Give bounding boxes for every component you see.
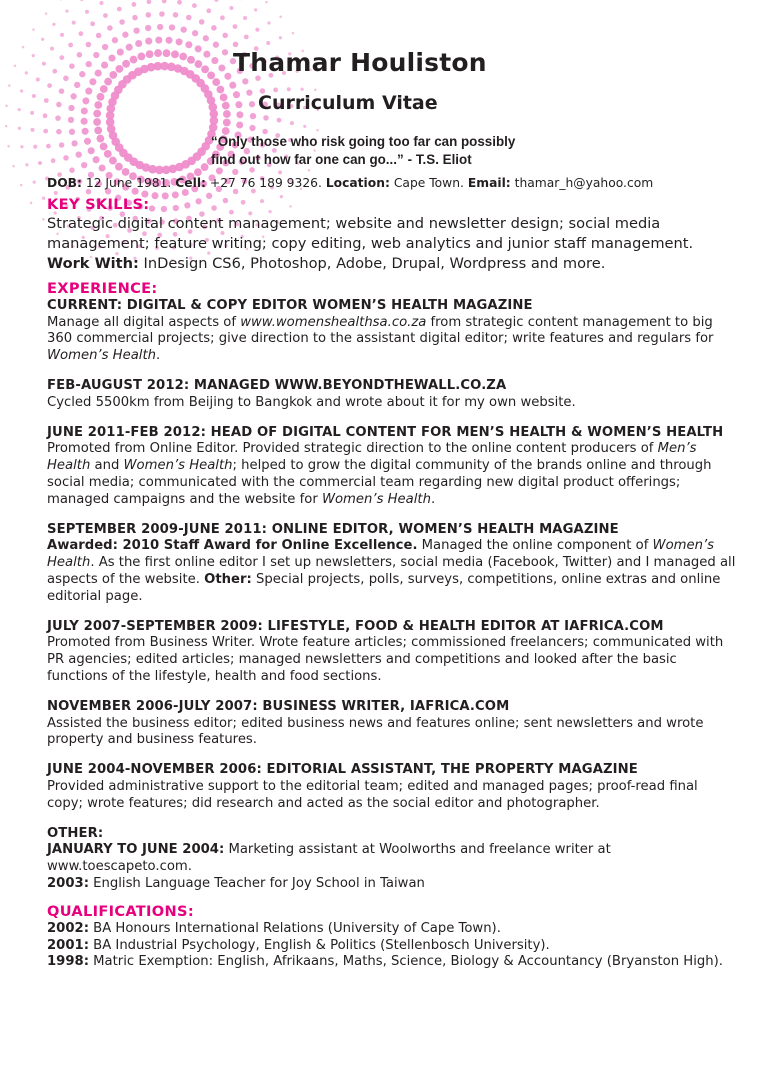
decoration-dot (145, 38, 152, 45)
decoration-dot (229, 6, 233, 10)
decoration-dot (84, 138, 91, 145)
decoration-dot (46, 144, 51, 149)
quote-line-1: “Only those who risk going too far can possibly (211, 134, 516, 149)
decoration-dot (146, 12, 152, 18)
decoration-dot (165, 37, 172, 44)
decoration-dot (222, 102, 230, 110)
decoration-dot (68, 43, 73, 48)
decoration-dot (195, 45, 202, 52)
job-description: Promoted from Business Writer. Wrote feature articles; commissioned freelancers; communicated with PR agencies; edited articles; managed newsletters and competitions and looked after the basic functions of the lifestyle, health and food sections. (47, 635, 724, 684)
decoration-dot (212, 78, 220, 86)
decoration-dot (107, 25, 113, 31)
decoration-dot (279, 16, 282, 19)
decoration-dot (250, 113, 256, 119)
job-title: FEB-AUGUST 2012: MANAGED WWW.BEYONDTHEWALL.CO.ZA (47, 377, 507, 393)
decoration-dot (50, 47, 54, 51)
decoration-dot (244, 35, 249, 40)
decoration-dot (203, 35, 209, 41)
cell-value: +27 76 189 9326. (209, 176, 322, 190)
decoration-dot (203, 51, 210, 58)
decoration-dot (117, 49, 124, 56)
decoration-dot (76, 151, 82, 157)
decoration-dot (147, 0, 152, 4)
decoration-dot (20, 184, 23, 187)
decoration-dot (109, 71, 117, 79)
decoration-dot (133, 27, 139, 33)
decoration-dot (117, 7, 122, 12)
cv-body (47, 175, 737, 971)
decoration-dot (211, 57, 218, 64)
decoration-dot (249, 101, 255, 107)
decoration-dot (5, 125, 8, 128)
job-title: NOVEMBER 2006-JULY 2007: BUSINESS WRITER, IAFRICA.COM (47, 698, 510, 714)
decoration-dot (220, 93, 228, 101)
decoration-dot (211, 25, 217, 31)
decoration-dot (68, 117, 74, 123)
decoration-dot (82, 97, 89, 104)
decoration-dot (52, 23, 55, 26)
decoration-dot (20, 145, 23, 148)
decoration-dot (246, 89, 252, 95)
decoration-dot (22, 46, 25, 49)
job-description: Manage all digital aspects of www.womenshealthsa.co.za from strategic content management to big 360 commercial projects; give direction to the assistant digital editor; write features and regulars for Women’s Health. (47, 314, 714, 364)
decoration-dot (30, 111, 34, 115)
decoration-dot (213, 42, 219, 48)
decoration-dot (222, 33, 228, 39)
decoration-dot (68, 105, 74, 111)
decoration-dot (316, 129, 319, 132)
decoration-dot (265, 1, 268, 4)
decoration-dot (93, 118, 101, 126)
decoration-dot (51, 158, 56, 163)
decoration-dot (42, 62, 46, 66)
decoration-dot (47, 83, 52, 88)
job-title: SEPTEMBER 2009-JUNE 2011: ONLINE EDITOR, WOMEN’S HEALTH MAGAZINE (47, 521, 619, 537)
decoration-dot (233, 42, 239, 48)
decoration-dot (93, 156, 100, 163)
decoration-dot (88, 147, 95, 154)
decoration-dot (32, 28, 35, 31)
decoration-dot (194, 60, 202, 68)
decoration-dot (18, 127, 21, 130)
decoration-dot (43, 113, 48, 118)
decoration-dot (169, 24, 175, 30)
decoration-dot (81, 107, 88, 114)
decoration-dot (233, 24, 238, 29)
decoration-dot (42, 218, 45, 221)
decoration-dot (102, 44, 108, 50)
decoration-dot (79, 31, 84, 36)
decoration-dot (33, 180, 36, 183)
decoration-dot (94, 101, 102, 109)
decoration-dot (115, 163, 123, 171)
decoration-dot (96, 135, 104, 143)
job-entry (47, 619, 737, 686)
decoration-dot (30, 202, 33, 205)
decoration-dot (210, 110, 219, 119)
decoration-dot (263, 115, 269, 121)
decoration-dot (45, 12, 48, 15)
decoration-dot (20, 89, 23, 92)
decoration-dot (18, 108, 21, 111)
decoration-dot (146, 50, 154, 58)
decoration-dot (308, 169, 311, 172)
job-entry (47, 425, 737, 509)
decoration-dot (267, 21, 270, 24)
job-description: Cycled 5500km from Beijing to Bangkok and wrote about it for my own website. (47, 394, 576, 410)
decoration-dot (303, 125, 306, 128)
decoration-dot (104, 150, 112, 158)
decoration-dot (65, 9, 68, 12)
quote-line-2: find out how far one can go...” - T.S. Eliot (211, 152, 472, 167)
decoration-dot (86, 61, 92, 67)
decoration-dot (279, 36, 282, 39)
decoration-dot (41, 38, 44, 41)
job-title: JUNE 2011-FEB 2012: HEAD OF DIGITAL CONTENT FOR MEN’S HEALTH & WOMEN’S HEALTH (47, 424, 724, 440)
decoration-dot (171, 50, 179, 58)
job-description: Awarded: 2010 Staff Award for Online Excellence. Managed the online component of Women’s Health. As the first online editor I set up newsletters, social media (Facebook, Twitter) and I managed all aspects of the website. Other: Special projects, polls, surveys, competitions, online extras and online editorial page. (47, 538, 736, 604)
decoration-dot (214, 0, 218, 2)
decoration-dot (154, 49, 162, 57)
decoration-dot (119, 19, 125, 25)
decoration-dot (222, 49, 228, 55)
decoration-dot (59, 88, 65, 94)
decoration-dot (137, 52, 145, 60)
decoration-dot (220, 15, 225, 20)
decoration-dot (122, 32, 128, 38)
key-skills-heading: KEY SKILLS: (47, 195, 150, 213)
decoration-dot (177, 0, 182, 5)
decoration-dot (43, 129, 48, 134)
qualification-item: 2002: BA Honours International Relations (University of Cape Town). (47, 920, 501, 936)
decoration-dot (55, 115, 61, 121)
decoration-dot (74, 82, 80, 88)
decoration-dot (77, 52, 83, 58)
other-item: 2003: English Language Teacher for Joy School in Taiwan (47, 875, 425, 891)
decoration-dot (300, 88, 303, 91)
decoration-dot (90, 21, 95, 26)
decoration-dot (201, 163, 209, 171)
decoration-dot (36, 77, 40, 81)
decoration-dot (103, 13, 108, 18)
decoration-dot (236, 121, 243, 128)
decoration-dot (255, 28, 259, 32)
decoration-dot (5, 104, 8, 107)
decoration-dot (157, 24, 163, 30)
decoration-dot (192, 30, 198, 36)
decoration-dot (132, 15, 138, 21)
job-entry (47, 298, 737, 365)
dob-value: 12 June 1981. (85, 176, 172, 190)
job-title: JUNE 2004-NOVEMBER 2006: EDITORIAL ASSISTANT, THE PROPERTY MAGAZINE (47, 762, 638, 778)
contact-line: DOB: 12 June 1981. Cell: +27 76 189 9326. Location: Cape Town. Email: thamar_h@yahoo.com (47, 176, 654, 190)
decoration-dot (223, 110, 231, 118)
decoration-dot (115, 65, 123, 73)
decoration-dot (59, 142, 65, 148)
decoration-dot (85, 10, 89, 14)
decoration-dot (163, 49, 171, 57)
job-description: Promoted from Online Editor. Provided strategic direction to the online content producers of Men’s Health and Women’s Health; helped to grow the digital community of the brands online and through social media; communicated with the commercial team regarding new digital product offerings; managed campaigns and the website for Women’s Health. (47, 441, 712, 507)
decoration-dot (187, 56, 195, 64)
decoration-dot (42, 197, 45, 200)
decoration-dot (201, 65, 209, 73)
decoration-dot (89, 78, 96, 85)
decoration-dot (33, 145, 37, 149)
decoration-dot (277, 118, 282, 123)
decoration-dot (72, 21, 76, 25)
decoration-dot (93, 110, 101, 118)
quote-author: - T.S. Eliot (407, 152, 472, 167)
decoration-dot (44, 98, 49, 103)
decoration-dot (95, 70, 102, 77)
job-entry (47, 762, 737, 812)
decoration-dot (126, 44, 133, 51)
decoration-dot (179, 53, 187, 61)
decoration-dot (86, 42, 92, 48)
decoration-dot (81, 162, 87, 168)
decoration-dot (181, 26, 187, 32)
decoration-dot (81, 118, 88, 125)
decoration-dot (233, 91, 240, 98)
decoration-dot (63, 76, 69, 82)
decoration-dot (206, 8, 211, 13)
work-with-line: Work With: InDesign CS6, Photoshop, Adobe, Drupal, Wordpress and more. (47, 254, 606, 272)
decoration-dot (82, 128, 89, 135)
decoration-dot (176, 38, 183, 45)
decoration-dot (122, 60, 130, 68)
job-entry (47, 522, 737, 606)
decoration-dot (60, 33, 64, 37)
decoration-dot (69, 63, 75, 69)
decoration-dot (12, 165, 15, 168)
decoration-dot (70, 93, 76, 99)
decoration-dot (159, 11, 165, 17)
decoration-dot (30, 128, 34, 132)
other-item: JANUARY TO JUNE 2004: Marketing assistant at Woolworths and freelance writer at www.toescapeto.com. (47, 842, 611, 875)
decoration-dot (216, 86, 224, 94)
decoration-dot (80, 0, 83, 1)
job-title: JULY 2007-SEPTEMBER 2009: LIFESTYLE, FOOD & HEALTH EDITOR AT IAFRICA.COM (47, 618, 664, 634)
decoration-dot (236, 111, 243, 118)
decoration-dot (7, 145, 10, 148)
decoration-dot (93, 52, 99, 58)
decoration-dot (25, 71, 28, 74)
decoration-dot (266, 41, 270, 45)
decoration-dot (218, 64, 225, 71)
location-value: Cape Town. (393, 176, 464, 190)
decoration-dot (56, 129, 62, 135)
decoration-dot (79, 71, 85, 77)
decoration-dot (254, 8, 257, 11)
job-entry (47, 378, 737, 412)
other-heading: OTHER: (47, 825, 104, 841)
job-description: Assisted the business editor; edited business news and features online; sent newsletters and wrote property and business features. (47, 715, 704, 748)
decoration-dot (60, 0, 63, 1)
decoration-dot (192, 3, 197, 8)
decoration-dot (99, 1, 103, 5)
decoration-dot (223, 119, 231, 127)
decoration-dot (243, 16, 247, 20)
key-skills-text: Strategic digital content management; website and newsletter design; social media management; feature writing; copy editing, web analytics and junior staff management. (47, 214, 694, 252)
decoration-dot (314, 88, 317, 91)
decoration-dot (292, 32, 295, 35)
decoration-dot (135, 40, 142, 47)
decoration-dot (145, 25, 151, 31)
decoration-dot (290, 121, 294, 125)
decoration-dot (96, 33, 102, 39)
decoration-dot (155, 37, 162, 44)
decoration-dot (278, 170, 282, 174)
decoration-dot (100, 143, 108, 151)
decoration-dot (14, 65, 17, 68)
decoration-dot (162, 0, 167, 3)
decoration-dot (69, 129, 75, 135)
document-subtitle: Curriculum Vitae (258, 92, 438, 114)
job-title: CURRENT: DIGITAL & COPY EDITOR WOMEN’S HEALTH MAGAZINE (47, 297, 533, 313)
qualification-item: 1998: Matric Exemption: English, Afrikaans, Maths, Science, Biology & Accountancy (Bryanston High). (47, 954, 723, 970)
decoration-dot (99, 164, 106, 171)
decoration-dot (32, 94, 36, 98)
qualifications-heading: QUALIFICATIONS: (47, 902, 194, 920)
decoration-dot (287, 87, 291, 91)
decoration-dot (130, 56, 138, 64)
decoration-dot (71, 140, 77, 146)
decoration-dot (101, 62, 108, 69)
decoration-dot (108, 55, 115, 62)
experience-heading: EXPERIENCE: (47, 279, 158, 297)
decoration-dot (56, 102, 62, 108)
decoration-dot (229, 82, 236, 89)
decoration-dot (235, 101, 242, 108)
award: Awarded: 2010 Staff Award for Online Excellence. (47, 538, 418, 554)
quote (211, 133, 515, 169)
decoration-dot (8, 84, 11, 87)
decoration-dot (38, 161, 42, 165)
decoration-dot (249, 125, 255, 131)
decoration-dot (104, 78, 112, 86)
email-value: thamar_h@yahoo.com (514, 176, 654, 190)
decoration-dot (199, 19, 205, 25)
decoration-dot (109, 157, 117, 165)
decoration-dot (112, 37, 118, 43)
decoration-dot (59, 55, 64, 60)
job-entry (47, 699, 737, 749)
decoration-dot (185, 41, 192, 48)
decoration-dot (224, 73, 231, 80)
decoration-dot (32, 54, 35, 57)
decoration-dot (242, 78, 248, 84)
decoration-dot (52, 69, 57, 74)
job-description: Provided administrative support to the editorial team; edited and managed pages; proof-read final copy; wrote features; did research and acted as the social editor and photographer. (47, 778, 698, 811)
decoration-dot (85, 88, 92, 95)
decoration-dot (132, 2, 137, 7)
decoration-dot (69, 167, 75, 173)
decoration-dot (94, 126, 102, 134)
decoration-dot (207, 71, 215, 79)
decoration-dot (186, 15, 192, 21)
decoration-dot (63, 155, 69, 161)
decoration-dot (97, 93, 105, 101)
decoration-dot (173, 12, 179, 18)
candidate-name: Thamar Houliston (233, 48, 487, 77)
qualification-item: 2001: BA Industrial Psychology, English & Politics (Stellenbosch University). (47, 937, 550, 953)
decoration-dot (25, 163, 28, 166)
decoration-dot (100, 85, 108, 93)
